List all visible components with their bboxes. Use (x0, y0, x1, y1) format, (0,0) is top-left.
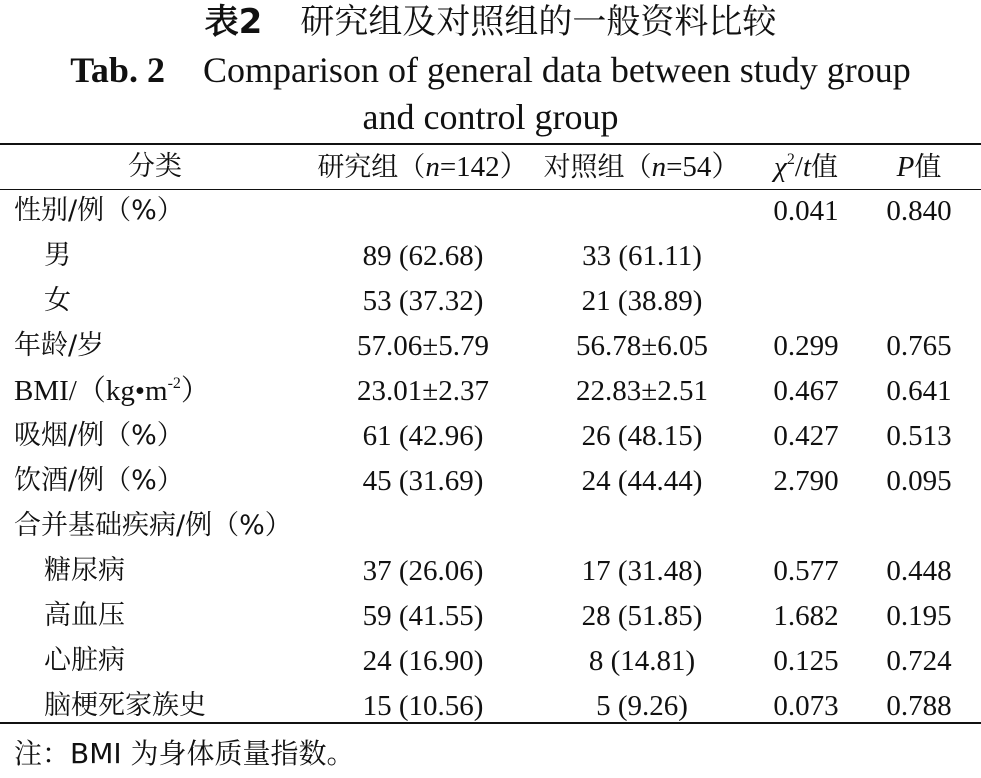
table-title-english (0, 50, 981, 90)
table-row (0, 594, 981, 638)
cell-statistic: 2.790 (773, 465, 839, 497)
cell-p: 0.448 (886, 555, 952, 587)
table-row (0, 324, 981, 368)
cell-p: 0.195 (886, 600, 952, 632)
row-label: 合并基础疾病/例（%） (14, 510, 292, 541)
row-label: 饮酒/例（%） (14, 465, 184, 496)
table-row (0, 459, 981, 503)
cell-study: 61 (42.96) (362, 420, 484, 452)
row-label: 高血压 (44, 600, 125, 631)
table-row (0, 549, 981, 593)
table-row (0, 504, 981, 548)
header-row (0, 145, 981, 189)
cell-control: 24 (44.44) (581, 465, 703, 497)
row-label: 吸烟/例（%） (14, 420, 184, 451)
table-footnote: 注：BMI 为身体质量指数。 (14, 737, 355, 770)
cell-study: 53 (37.32) (362, 285, 484, 317)
cell-p: 0.840 (886, 195, 952, 227)
cell-p: 0.513 (886, 420, 952, 452)
row-label: 年龄/岁 (14, 330, 105, 361)
cell-statistic: 0.299 (773, 330, 839, 362)
cell-p: 0.765 (886, 330, 952, 362)
table-title-en-line2: and control group (362, 97, 619, 137)
cell-study: 45 (31.69) (362, 465, 484, 497)
cell-statistic: 0.125 (773, 645, 839, 677)
cell-study: 37 (26.06) (362, 555, 484, 587)
row-label: 脑梗死家族史 (44, 690, 206, 721)
cell-p: 0.095 (886, 465, 952, 497)
table-title-cn-text: 研究组及对照组的一般资料比较 (300, 2, 777, 42)
bottom-rule (0, 722, 981, 724)
header-control-group: 对照组（n=54） (543, 151, 741, 183)
table-row (0, 279, 981, 323)
table-row (0, 234, 981, 278)
table-title-chinese (0, 2, 981, 42)
cell-statistic: 0.577 (773, 555, 839, 587)
table-number-cn: 表2 (204, 2, 263, 42)
cell-statistic: 1.682 (773, 600, 839, 632)
cell-statistic: 0.073 (773, 690, 839, 722)
cell-control: 5 (9.26) (596, 690, 688, 722)
row-label: 性别/例（%） (14, 195, 184, 226)
cell-control: 26 (48.15) (581, 420, 703, 452)
cell-control: 56.78±6.05 (576, 330, 708, 362)
row-label: 心脏病 (44, 645, 125, 676)
cell-control: 22.83±2.51 (576, 375, 708, 407)
cell-statistic: 0.041 (773, 195, 839, 227)
row-label: 糖尿病 (44, 555, 125, 586)
cell-p: 0.641 (886, 375, 952, 407)
cell-study: 15 (10.56) (362, 690, 484, 722)
row-label: 男 (44, 240, 71, 271)
header-statistic: $\chi^2/t$值 (774, 151, 838, 183)
cell-statistic: 0.467 (773, 375, 839, 407)
cell-p: 0.788 (886, 690, 952, 722)
table-number-en: Tab. 2 (70, 50, 165, 90)
header-category: 分类 (128, 151, 182, 182)
cell-p: 0.724 (886, 645, 952, 677)
row-label: 女 (44, 285, 71, 316)
cell-study: 24 (16.90) (362, 645, 484, 677)
cell-study: 23.01±2.37 (357, 375, 489, 407)
header-study-group: 研究组（n=142） (317, 151, 529, 183)
cell-study: 57.06±5.79 (357, 330, 489, 362)
table-row (0, 189, 981, 233)
cell-statistic: 0.427 (773, 420, 839, 452)
header-p-value: P值 (896, 151, 942, 183)
cell-study: 59 (41.55) (362, 600, 484, 632)
cell-control: 28 (51.85) (581, 600, 703, 632)
table-title-en-line1: Comparison of general data between study group (202, 50, 911, 90)
row-label: BMI/$(kg•m^{-2})$ (14, 375, 210, 407)
table-row (0, 639, 981, 683)
cell-study: 89 (62.68) (362, 240, 484, 272)
cell-control: 8 (14.81) (588, 645, 696, 677)
table-row (0, 369, 981, 413)
cell-control: 33 (61.11) (582, 240, 702, 272)
table-row (0, 414, 981, 458)
cell-control: 21 (38.89) (581, 285, 703, 317)
cell-control: 17 (31.48) (581, 555, 703, 587)
